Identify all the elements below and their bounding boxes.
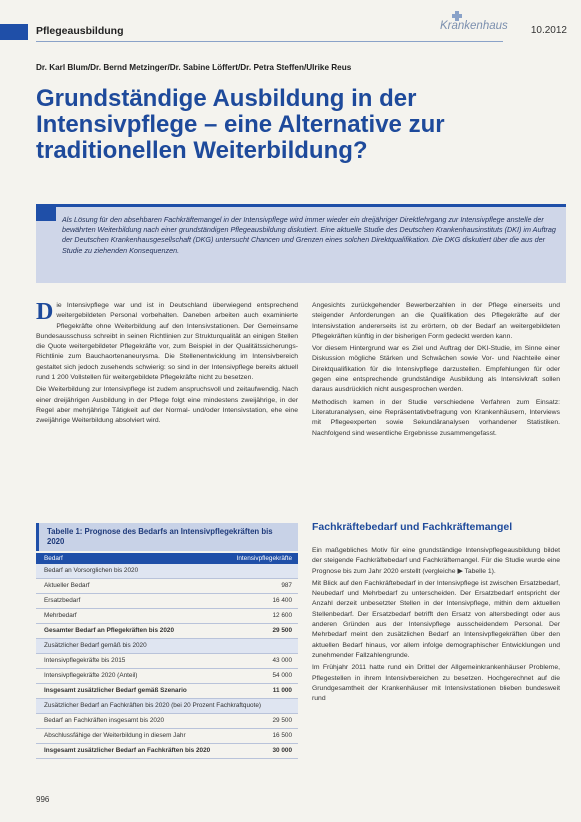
paragraph: Methodisch kamen in der Studie verschiedene Verfahren zum Einsatz: Literaturanalysen, eine Repräsentativbefragung von Krankenhäusern, Interviews mit Pflegeexperten sowie Sekundäranalysen vorhandener Statistiken. Nachfolgend sind wesentliche Ergebnisse zusammengefasst. <box>312 398 560 437</box>
page-header <box>0 20 581 46</box>
header-rule <box>36 41 503 42</box>
table-cell-value: 43 000 <box>272 657 292 664</box>
paragraph: Ein maßgebliches Motiv für eine grundständige Intensivpflegeausbildung bildet der steigende Fachkräftebedarf und Fachkräftemangel. Für die Studie wurde eine Prognose bis zum Jahr 2020 erstellt (vergleiche ▶ Tabelle 1). <box>312 547 560 575</box>
table-row <box>36 684 298 699</box>
abstract-corner <box>36 207 56 221</box>
table-cell-label: Gesamter Bedarf an Pflegekräften bis 2020 <box>44 627 175 634</box>
table-title: Tabelle 1: Prognose des Bedarfs an Intensivpflegekräften bis 2020 <box>36 523 298 551</box>
right-column-continued <box>312 546 560 706</box>
table-cell-label: Ersatzbedarf <box>44 597 81 604</box>
table-cell-label: Zusätzlicher Bedarf gemäß bis 2020 <box>44 642 147 649</box>
table-header-left: Bedarf <box>44 555 63 562</box>
paragraph-text: ie Intensivpflege war und ist in Deutschland überwiegend entsprechend weitergebildeten Personal vorbehalten. Daneben arbeiten auch examinierte Pflegekräfte ohne Weiterbildung auf den Intensivstationen. Der Gemeinsame Bundesausschuss schreibt in seinen Richtlinien zur Strukturqualität an einigen Stellen die Quote weitergebildeter Pflegekräfte vor, zum Beispiel in der Qualitätssicherungs-Richtlinie zum Bauchaortenaneurysma. Die Stellenentwicklung im Intensivbereich gestaltet sich jedoch zusehends schwierig: so sind in der Intensivpflege bereits aktuell rund 1 200 Vollstellen für weitergebildete Pflegekräfte nicht zu besetzen. <box>36 302 298 382</box>
authors: Dr. Karl Blum/Dr. Bernd Metzinger/Dr. Sabine Löffert/Dr. Petra Steffen/Ulrike Reus <box>36 63 352 72</box>
table-cell-value: 987 <box>281 582 292 589</box>
table-row <box>36 729 298 744</box>
section-heading: Fachkräftebedarf und Fachkräftemangel <box>312 521 513 533</box>
table-row <box>36 624 298 639</box>
table-cell-value: 54 000 <box>272 672 292 679</box>
right-column <box>312 301 560 441</box>
table-row <box>36 594 298 609</box>
article-title <box>36 86 556 164</box>
title-line-2: Intensivpflege – eine Alternative zur <box>36 111 445 138</box>
drop-cap: D <box>36 299 54 325</box>
table-cell-label: Zusätzlicher Bedarf an Fachkräften bis 2020 (bei 20 Prozent Fachkraftquote) <box>44 702 262 709</box>
table-row <box>36 744 298 759</box>
table-header <box>36 553 298 564</box>
table-cell-value: 30 000 <box>272 747 292 754</box>
table-cell-label: Mehrbedarf <box>44 612 77 619</box>
table-row <box>36 564 298 579</box>
table-row <box>36 669 298 684</box>
forecast-table <box>36 523 298 759</box>
abstract-text: Als Lösung für den absehbaren Fachkräftemangel in der Intensivpflege wird immer wieder ein dreijähriger Direktlehrgang zur Intensivpflege anstelle der bewährten Weiterbildung nach einer grundständigen Pflegeausbildung diskutiert. Eine aktuelle Studie des Deutschen Krankenhausinstituts (DKI) im Auftrag der Deutschen Krankenhausgesellschaft (DKG) untersucht Chancen und Grenzen eines solchen Direktqualifikation. Die DKG diskutiert über die aus der Studie zu ziehenden Konsequenzen. <box>62 215 556 255</box>
table-row <box>36 714 298 729</box>
page-number: 996 <box>36 795 50 804</box>
table-cell-label: Intensivpflegekräfte 2020 (Anteil) <box>44 672 138 679</box>
table-row <box>36 699 298 714</box>
paragraph <box>36 301 298 383</box>
table-row <box>36 579 298 594</box>
table-row <box>36 654 298 669</box>
table-cell-label: Abschlussfähige der Weiterbildung in diesem Jahr <box>44 732 186 739</box>
table-cell-label: Intensivpflegekräfte bis 2015 <box>44 657 126 664</box>
section-label: Pflegeausbildung <box>36 25 124 37</box>
table-cell-value: 11 000 <box>272 687 292 694</box>
table-cell-value: 29 500 <box>272 627 292 634</box>
paragraph: Im Frühjahr 2011 hatte rund ein Drittel der Allgemeinkrankenhäuser Probleme, Pflegestellen in ihrem Intensivbereichen zu besetzen. Hochgerechnet auf die Grundgesamtheit der Krankenhäuser mit Intensivstationen blieben bundesweit rund <box>312 664 560 703</box>
table-cell-label: Bedarf an Vorsorglichen bis 2020 <box>44 567 139 574</box>
table-cell-label: Insgesamt zusätzlicher Bedarf gemäß Szenario <box>44 687 187 694</box>
paragraph: Angesichts zurückgehender Bewerberzahlen in der Pflege einerseits und steigender Anforderungen an die Qualifikation des Pflegekräfte auf der Intensivstation andererseits ist zu erörtern, ob der Bedarf an weitergebildeten Pflegekräften künftig in der bisherigen Form gedeckt werden kann. <box>312 302 560 340</box>
table-cell-value: 29 500 <box>272 717 292 724</box>
table-row <box>36 609 298 624</box>
header-accent-bar <box>0 24 28 40</box>
title-line-3: traditionellen Weiterbildung? <box>36 137 368 164</box>
paragraph: Mit Blick auf den Fachkräftebedarf in der Intensivpflege ist zwischen Ersatzbedarf, Neubedarf und Mehrbedarf zu unterscheiden. Der Ersatzbedarf entspricht der Anzahl derzeit unbesetzter Stellen in der Intensivpflege, mithin dem aktuellen Stellenbedarf. Der Ersatzbedarf betrifft den Ersatz von altersbedingt oder aus anderen Gründen aus der Intensivpflege ausscheidendem Personal. Der Mehrbedarf meint den zusätzlichen Bedarf an Intensivpflegekräften über den aktuellen Bedarf hinaus, vor allem infolge demographischer Entwicklungen und zunehmender Fallzahlengrunde. <box>312 579 560 659</box>
journal-logo: Krankenhaus <box>440 20 508 32</box>
paragraph: Vor diesem Hintergrund war es Ziel und Auftrag der DKI-Studie, im Sinne einer Diskussion mögliche Stärken und Schwächen sowie Vor- und Nachteile einer Direktqualifikation für die Intensivpflege darzustellen. Empfehlungen für oder gegen eine entsprechende grundständige Ausbildung als Intensivkraft sollen daraus ausdrücklich nicht ausgesprochen werden. <box>312 345 560 394</box>
left-column <box>36 301 298 429</box>
title-line-1: Grundständige Ausbildung in der <box>36 85 417 112</box>
table-body <box>36 564 298 759</box>
abstract-box <box>36 204 566 283</box>
table-row <box>36 639 298 654</box>
table-header-right: Intensivpflegekräfte <box>236 555 292 562</box>
issue-number: 10.2012 <box>530 25 567 36</box>
table-cell-label: Bedarf an Fachkräften insgesamt bis 2020 <box>44 717 165 724</box>
table-cell-label: Aktueller Bedarf <box>44 582 90 589</box>
table-cell-label: Insgesamt zusätzlicher Bedarf an Fachkräften bis 2020 <box>44 747 211 754</box>
table-cell-value: 16 500 <box>272 732 292 739</box>
table-cell-value: 16 400 <box>272 597 292 604</box>
table-cell-value: 12 600 <box>272 612 292 619</box>
paragraph: Die Weiterbildung zur Intensivpflege ist zudem anspruchsvoll und zeitaufwendig. Nach einer dreijährigen Ausbildung in der Pflege folgt eine mindestens zweijährige, in der Regel aber mehrjährige Tätigkeit auf der Normal- und/oder Intensivstation, ehe eine zweijährige Weiterbildung absolviert wird. <box>36 386 298 425</box>
